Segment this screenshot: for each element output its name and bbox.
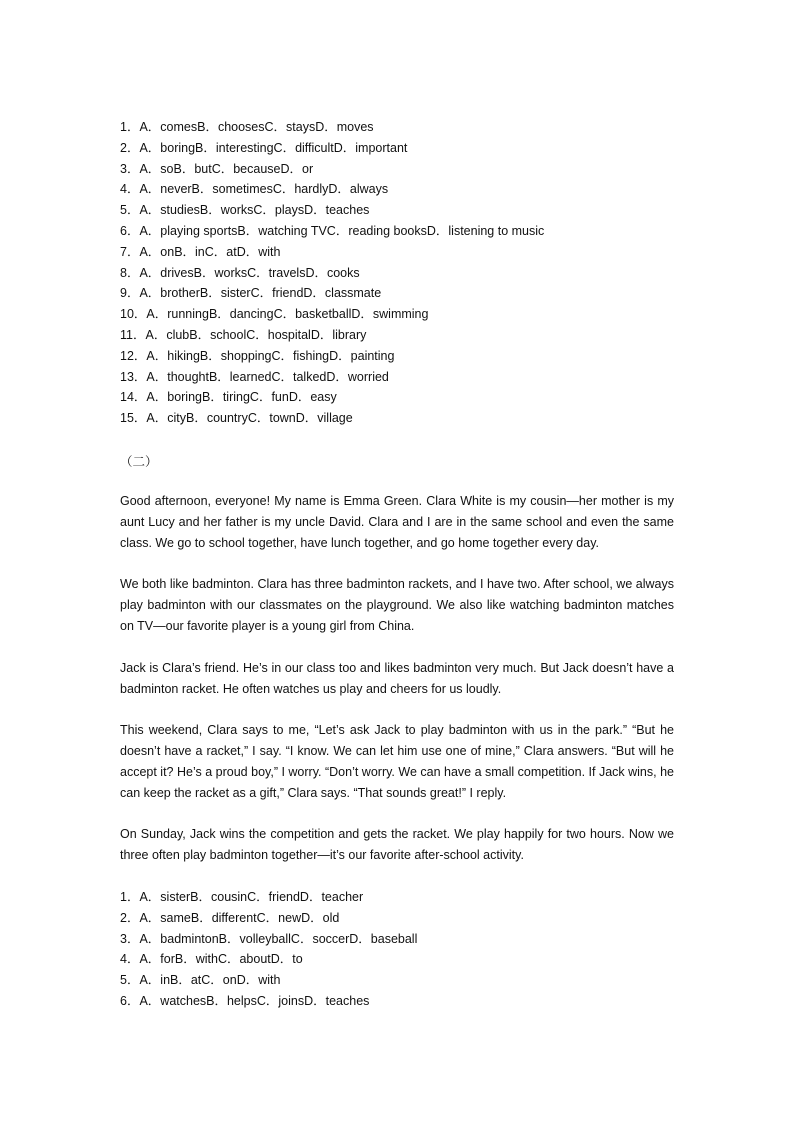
question-option-line: 11．A．clubB．schoolC．hospitalD．library xyxy=(120,327,367,342)
question-option-line: 1．A．comesB．choosesC．staysD．moves xyxy=(120,120,374,134)
passage-paragraph: We both like badminton. Clara has three badminton rackets, and I have two. After school, we always play badminton with our classmates on the playground. We also like watching badminton matches on TV—our favorite player is a young girl from China. xyxy=(120,577,674,633)
question-option-line: 6．A．playing sportsB．watching TVC．reading booksD．listening to music xyxy=(120,223,545,238)
question-option-line: 4．A．neverB．sometimesC．hardlyD．always xyxy=(120,182,389,197)
question-options-part1 xyxy=(120,117,680,429)
question-option-line: 2．A．boringB．interestingC．difficultD．important xyxy=(120,140,408,155)
question-option-line: 9．A．brotherB．sisterC．friendD．classmate xyxy=(120,286,382,301)
section-heading: （二） xyxy=(120,455,158,469)
question-option-line: 7．A．onB．inC．atD．with xyxy=(120,244,281,259)
question-option-line: 13．A．thoughtB．learnedC．talkedD．worried xyxy=(120,369,389,384)
passage-paragraph: Jack is Clara’s friend. He’s in our class too and likes badminton very much. But Jack doesn’t have a badminton racket. He often watches us play and cheers for us loudly. xyxy=(120,661,674,696)
question-option-line: 4．A．forB．withC．aboutD．to xyxy=(120,952,303,967)
passage-paragraph: This weekend, Clara says to me, “Let’s ask Jack to play badminton with us in the park.” “But he doesn’t have a racket,” I say. “I know. We can let him use one of mine,” Clara answers. “But will he accept it? He’s a proud boy,” I worry. “Don’t worry. We can have a small competition. If Jack wins, he can keep the racket as a gift,” Clara says. “That sounds great!” I reply. xyxy=(120,723,674,800)
question-option-line: 8．A．drivesB．worksC．travelsD．cooks xyxy=(120,265,360,280)
passage-paragraph: On Sunday, Jack wins the competition and gets the racket. We play happily for two hours. Now we three often play badminton together—it’s our favorite after-school activity. xyxy=(120,827,674,862)
question-option-line: 5．A．inB．atC．onD．with xyxy=(120,973,281,988)
question-option-line: 14．A．boringB．tiringC．funD．easy xyxy=(120,390,337,405)
question-options-part2 xyxy=(120,887,680,1012)
question-option-line: 3．A．soB．butC．becauseD．or xyxy=(120,161,314,176)
passage-paragraph: Good afternoon, everyone! My name is Emma Green. Clara White is my cousin—her mother is my aunt Lucy and her father is my uncle David. Clara and I are in the same school and even the same class. We go to school together, have lunch together, and go home together every day. xyxy=(120,494,674,550)
question-option-line: 12．A．hikingB．shoppingC．fishingD．painting xyxy=(120,348,395,363)
question-option-line: 5．A．studiesB．worksC．playsD．teaches xyxy=(120,203,370,218)
question-option-line: 3．A．badmintonB．volleyballC．soccerD．baseball xyxy=(120,931,418,946)
question-option-line: 10．A．runningB．dancingC．basketballD．swimming xyxy=(120,307,429,322)
question-option-line: 6．A．watchesB．helpsC．joinsD．teaches xyxy=(120,993,370,1008)
question-option-line: 15．A．cityB．countryC．townD．village xyxy=(120,411,353,426)
question-option-line: 1．A．sisterB．cousinC．friendD．teacher xyxy=(120,890,364,904)
question-option-line: 2．A．sameB．differentC．newD．old xyxy=(120,910,340,925)
